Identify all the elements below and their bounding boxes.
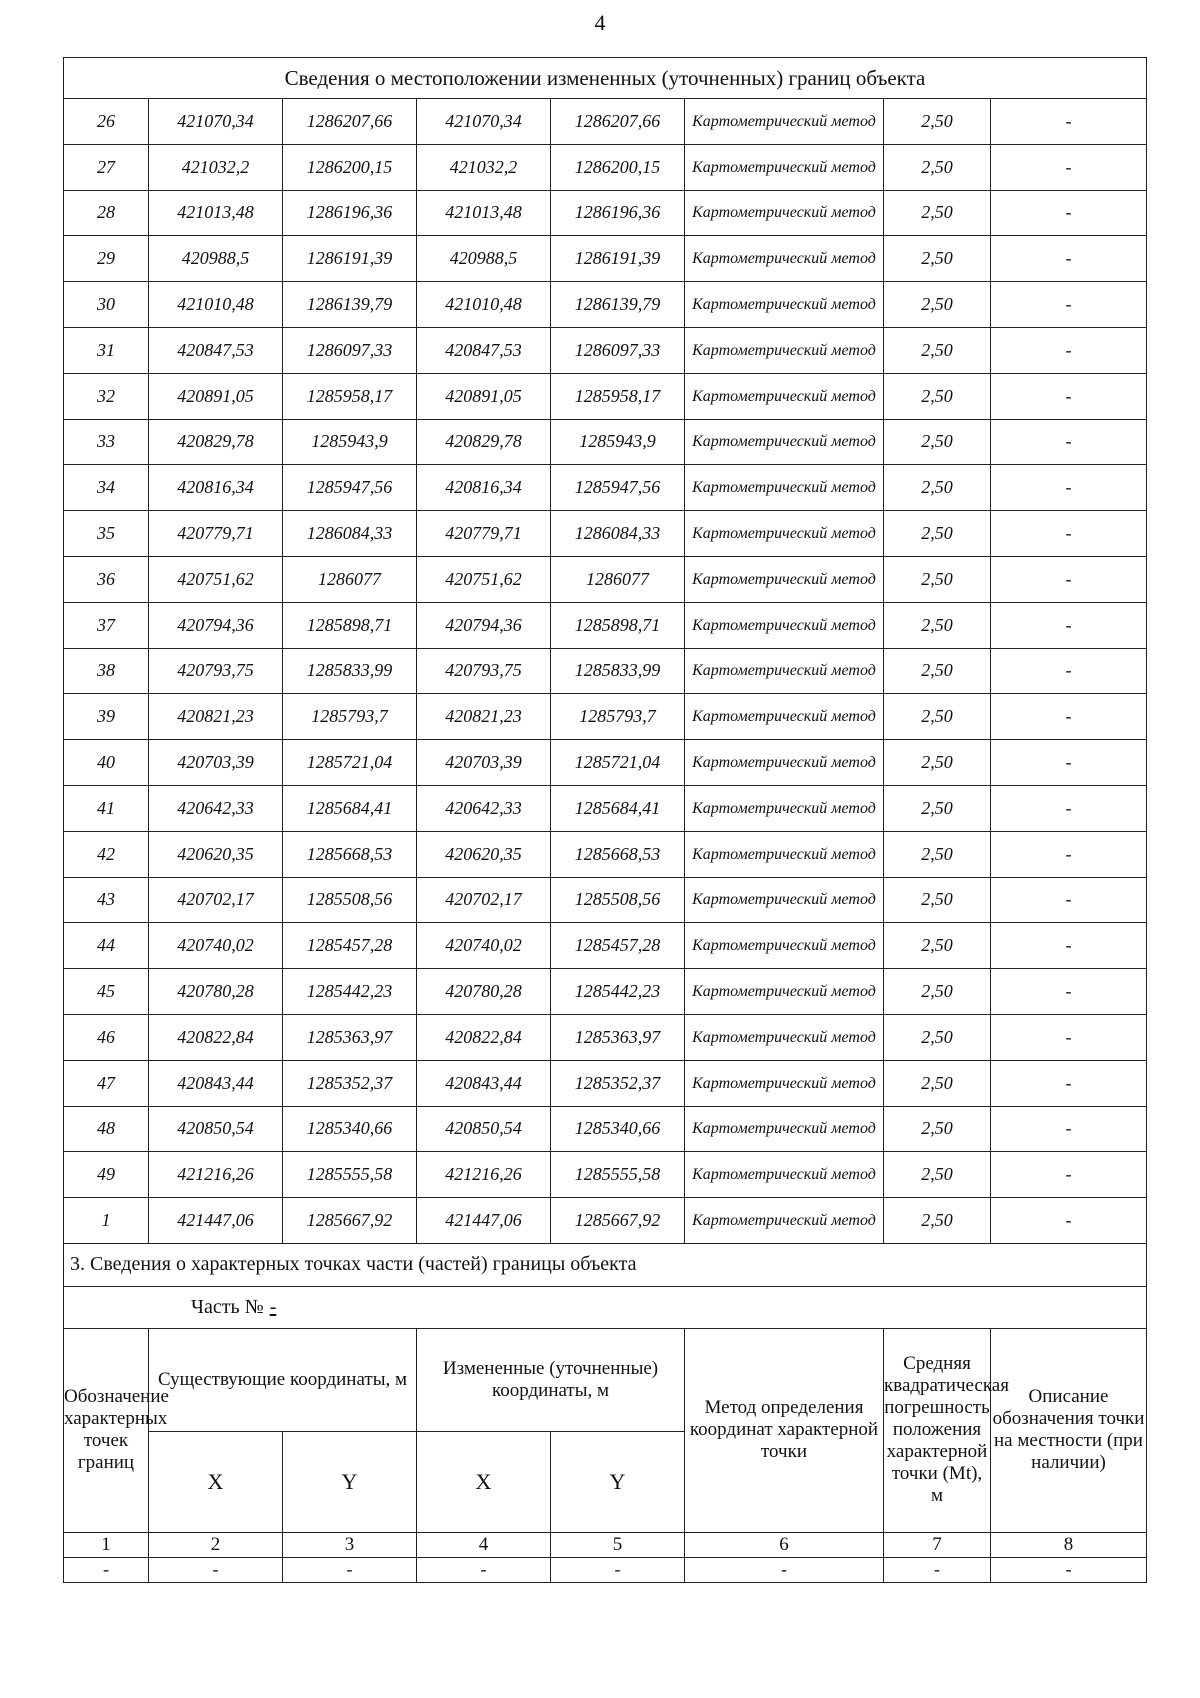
method-cell: Картометрический метод bbox=[685, 1152, 884, 1198]
existing-y: 1285667,92 bbox=[283, 1198, 417, 1244]
part-value: - bbox=[269, 1295, 277, 1318]
method-cell: Картометрический метод bbox=[685, 785, 884, 831]
point-number: 41 bbox=[64, 785, 149, 831]
existing-x: 420816,34 bbox=[149, 465, 283, 511]
accuracy-cell: 2,50 bbox=[884, 831, 991, 877]
table-row bbox=[64, 785, 1147, 831]
table-row bbox=[64, 419, 1147, 465]
changed-x: 420740,02 bbox=[417, 923, 551, 969]
accuracy-cell: 2,50 bbox=[884, 419, 991, 465]
column-number: 6 bbox=[685, 1532, 884, 1557]
changed-y: 1285684,41 bbox=[551, 785, 685, 831]
existing-x: 420740,02 bbox=[149, 923, 283, 969]
changed-y: 1286196,36 bbox=[551, 190, 685, 236]
description-cell: - bbox=[991, 785, 1147, 831]
existing-x: 420821,23 bbox=[149, 694, 283, 740]
existing-y: 1285958,17 bbox=[283, 373, 417, 419]
changed-y: 1285898,71 bbox=[551, 602, 685, 648]
method-cell: Картометрический метод bbox=[685, 373, 884, 419]
description-cell: - bbox=[991, 831, 1147, 877]
empty-cell: - bbox=[884, 1557, 991, 1582]
empty-cell: - bbox=[417, 1557, 551, 1582]
method-cell: Картометрический метод bbox=[685, 282, 884, 328]
existing-y: 1285668,53 bbox=[283, 831, 417, 877]
changed-x: 420847,53 bbox=[417, 327, 551, 373]
existing-y: 1285442,23 bbox=[283, 969, 417, 1015]
changed-x: 420702,17 bbox=[417, 877, 551, 923]
part-cell bbox=[64, 1286, 1147, 1328]
existing-y: 1286097,33 bbox=[283, 327, 417, 373]
table-row bbox=[64, 1198, 1147, 1244]
point-number: 46 bbox=[64, 1014, 149, 1060]
method-cell: Картометрический метод bbox=[685, 99, 884, 145]
method-cell: Картометрический метод bbox=[685, 144, 884, 190]
existing-x: 420620,35 bbox=[149, 831, 283, 877]
method-cell: Картометрический метод bbox=[685, 465, 884, 511]
existing-y: 1285352,37 bbox=[283, 1060, 417, 1106]
existing-x: 420829,78 bbox=[149, 419, 283, 465]
existing-y: 1285721,04 bbox=[283, 740, 417, 786]
description-cell: - bbox=[991, 1152, 1147, 1198]
description-cell: - bbox=[991, 969, 1147, 1015]
table-row bbox=[64, 1152, 1147, 1198]
header-changed-y: Y bbox=[551, 1431, 685, 1532]
changed-y: 1285340,66 bbox=[551, 1106, 685, 1152]
changed-x: 420891,05 bbox=[417, 373, 551, 419]
section3-title: 3. Сведения о характерных точках части (частей) границы объекта bbox=[64, 1243, 1147, 1286]
accuracy-cell: 2,50 bbox=[884, 465, 991, 511]
existing-y: 1286077 bbox=[283, 556, 417, 602]
method-cell: Картометрический метод bbox=[685, 1060, 884, 1106]
description-cell: - bbox=[991, 373, 1147, 419]
changed-y: 1286207,66 bbox=[551, 99, 685, 145]
method-cell: Картометрический метод bbox=[685, 877, 884, 923]
column-number: 1 bbox=[64, 1532, 149, 1557]
existing-x: 420751,62 bbox=[149, 556, 283, 602]
point-number: 26 bbox=[64, 99, 149, 145]
accuracy-cell: 2,50 bbox=[884, 1152, 991, 1198]
point-number: 37 bbox=[64, 602, 149, 648]
description-cell: - bbox=[991, 877, 1147, 923]
description-cell: - bbox=[991, 465, 1147, 511]
point-number: 30 bbox=[64, 282, 149, 328]
changed-x: 420829,78 bbox=[417, 419, 551, 465]
empty-cell: - bbox=[551, 1557, 685, 1582]
method-cell: Картометрический метод bbox=[685, 1014, 884, 1060]
method-cell: Картометрический метод bbox=[685, 694, 884, 740]
changed-y: 1286200,15 bbox=[551, 144, 685, 190]
point-number: 35 bbox=[64, 511, 149, 557]
accuracy-cell: 2,50 bbox=[884, 511, 991, 557]
changed-y: 1285721,04 bbox=[551, 740, 685, 786]
existing-y: 1285898,71 bbox=[283, 602, 417, 648]
column-number: 3 bbox=[283, 1532, 417, 1557]
table-title: Сведения о местоположении измененных (уточненных) границ объекта bbox=[64, 58, 1147, 99]
table-row bbox=[64, 1106, 1147, 1152]
changed-x: 420793,75 bbox=[417, 648, 551, 694]
description-cell: - bbox=[991, 190, 1147, 236]
method-cell: Картометрический метод bbox=[685, 602, 884, 648]
point-number: 42 bbox=[64, 831, 149, 877]
accuracy-cell: 2,50 bbox=[884, 602, 991, 648]
accuracy-cell: 2,50 bbox=[884, 1014, 991, 1060]
accuracy-cell: 2,50 bbox=[884, 694, 991, 740]
changed-y: 1285958,17 bbox=[551, 373, 685, 419]
description-cell: - bbox=[991, 1014, 1147, 1060]
changed-y: 1286097,33 bbox=[551, 327, 685, 373]
changed-x: 420988,5 bbox=[417, 236, 551, 282]
accuracy-cell: 2,50 bbox=[884, 785, 991, 831]
existing-y: 1285793,7 bbox=[283, 694, 417, 740]
header-changed: Измененные (уточненные) координаты, м bbox=[417, 1328, 685, 1431]
existing-y: 1285508,56 bbox=[283, 877, 417, 923]
accuracy-cell: 2,50 bbox=[884, 923, 991, 969]
accuracy-cell: 2,50 bbox=[884, 190, 991, 236]
changed-y: 1285793,7 bbox=[551, 694, 685, 740]
existing-y: 1285363,97 bbox=[283, 1014, 417, 1060]
changed-y: 1285352,37 bbox=[551, 1060, 685, 1106]
changed-x: 420843,44 bbox=[417, 1060, 551, 1106]
changed-x: 421032,2 bbox=[417, 144, 551, 190]
header-designation: Обозначение характерных точек границ bbox=[64, 1328, 149, 1532]
header-changed-x: X bbox=[417, 1431, 551, 1532]
point-number: 43 bbox=[64, 877, 149, 923]
accuracy-cell: 2,50 bbox=[884, 327, 991, 373]
changed-x: 420816,34 bbox=[417, 465, 551, 511]
point-number: 32 bbox=[64, 373, 149, 419]
changed-x: 420642,33 bbox=[417, 785, 551, 831]
section3-title-row bbox=[64, 1243, 1147, 1286]
description-cell: - bbox=[991, 556, 1147, 602]
existing-x: 420822,84 bbox=[149, 1014, 283, 1060]
table-title-row bbox=[64, 58, 1147, 99]
existing-x: 421216,26 bbox=[149, 1152, 283, 1198]
method-cell: Картометрический метод bbox=[685, 190, 884, 236]
method-cell: Картометрический метод bbox=[685, 1106, 884, 1152]
changed-y: 1285508,56 bbox=[551, 877, 685, 923]
header-method: Метод определения координат характерной точки bbox=[685, 1328, 884, 1532]
existing-x: 421010,48 bbox=[149, 282, 283, 328]
description-cell: - bbox=[991, 282, 1147, 328]
table-row bbox=[64, 327, 1147, 373]
header-existing-x: X bbox=[149, 1431, 283, 1532]
column-number: 2 bbox=[149, 1532, 283, 1557]
existing-x: 420793,75 bbox=[149, 648, 283, 694]
existing-x: 420794,36 bbox=[149, 602, 283, 648]
changed-y: 1285668,53 bbox=[551, 831, 685, 877]
existing-y: 1285555,58 bbox=[283, 1152, 417, 1198]
empty-cell: - bbox=[685, 1557, 884, 1582]
existing-y: 1286200,15 bbox=[283, 144, 417, 190]
existing-y: 1286191,39 bbox=[283, 236, 417, 282]
table-row bbox=[64, 923, 1147, 969]
description-cell: - bbox=[991, 327, 1147, 373]
point-number: 29 bbox=[64, 236, 149, 282]
changed-y: 1286084,33 bbox=[551, 511, 685, 557]
method-cell: Картометрический метод bbox=[685, 923, 884, 969]
accuracy-cell: 2,50 bbox=[884, 648, 991, 694]
existing-y: 1285457,28 bbox=[283, 923, 417, 969]
changed-y: 1285667,92 bbox=[551, 1198, 685, 1244]
existing-y: 1286207,66 bbox=[283, 99, 417, 145]
accuracy-cell: 2,50 bbox=[884, 282, 991, 328]
existing-y: 1285833,99 bbox=[283, 648, 417, 694]
point-number: 33 bbox=[64, 419, 149, 465]
existing-x: 420702,17 bbox=[149, 877, 283, 923]
table-row bbox=[64, 1014, 1147, 1060]
existing-x: 420988,5 bbox=[149, 236, 283, 282]
point-number: 27 bbox=[64, 144, 149, 190]
changed-y: 1286139,79 bbox=[551, 282, 685, 328]
empty-cell: - bbox=[283, 1557, 417, 1582]
existing-x: 421013,48 bbox=[149, 190, 283, 236]
description-cell: - bbox=[991, 1060, 1147, 1106]
changed-x: 420821,23 bbox=[417, 694, 551, 740]
changed-y: 1285555,58 bbox=[551, 1152, 685, 1198]
existing-x: 421032,2 bbox=[149, 144, 283, 190]
existing-x: 420847,53 bbox=[149, 327, 283, 373]
description-cell: - bbox=[991, 1106, 1147, 1152]
changed-y: 1285947,56 bbox=[551, 465, 685, 511]
column-number: 5 bbox=[551, 1532, 685, 1557]
table-row bbox=[64, 740, 1147, 786]
table-row bbox=[64, 1060, 1147, 1106]
existing-x: 421447,06 bbox=[149, 1198, 283, 1244]
existing-x: 420891,05 bbox=[149, 373, 283, 419]
point-number: 36 bbox=[64, 556, 149, 602]
method-cell: Картометрический метод bbox=[685, 648, 884, 694]
changed-x: 420780,28 bbox=[417, 969, 551, 1015]
accuracy-cell: 2,50 bbox=[884, 1198, 991, 1244]
existing-x: 421070,34 bbox=[149, 99, 283, 145]
header-existing: Существующие координаты, м bbox=[149, 1328, 417, 1431]
point-number: 45 bbox=[64, 969, 149, 1015]
description-cell: - bbox=[991, 419, 1147, 465]
changed-x: 420850,54 bbox=[417, 1106, 551, 1152]
point-number: 31 bbox=[64, 327, 149, 373]
method-cell: Картометрический метод bbox=[685, 831, 884, 877]
changed-x: 421447,06 bbox=[417, 1198, 551, 1244]
changed-x: 420620,35 bbox=[417, 831, 551, 877]
existing-x: 420779,71 bbox=[149, 511, 283, 557]
method-cell: Картометрический метод bbox=[685, 969, 884, 1015]
accuracy-cell: 2,50 bbox=[884, 99, 991, 145]
point-number: 49 bbox=[64, 1152, 149, 1198]
description-cell: - bbox=[991, 694, 1147, 740]
table-row bbox=[64, 556, 1147, 602]
header-accuracy: Средняя квадратическая погрешность положения характерной точки (Mt), м bbox=[884, 1328, 991, 1532]
description-cell: - bbox=[991, 236, 1147, 282]
method-cell: Картометрический метод bbox=[685, 556, 884, 602]
part-row bbox=[64, 1286, 1147, 1328]
changed-x: 420822,84 bbox=[417, 1014, 551, 1060]
point-number: 44 bbox=[64, 923, 149, 969]
existing-y: 1285340,66 bbox=[283, 1106, 417, 1152]
changed-y: 1285363,97 bbox=[551, 1014, 685, 1060]
method-cell: Картометрический метод bbox=[685, 236, 884, 282]
changed-y: 1285943,9 bbox=[551, 419, 685, 465]
table-row bbox=[64, 282, 1147, 328]
table-row bbox=[64, 602, 1147, 648]
changed-x: 420751,62 bbox=[417, 556, 551, 602]
empty-cell: - bbox=[64, 1557, 149, 1582]
header-description: Описание обозначения точки на местности (при наличии) bbox=[991, 1328, 1147, 1532]
existing-x: 420850,54 bbox=[149, 1106, 283, 1152]
empty-row bbox=[64, 1557, 1147, 1582]
existing-y: 1286139,79 bbox=[283, 282, 417, 328]
description-cell: - bbox=[991, 602, 1147, 648]
boundary-table bbox=[63, 57, 1147, 1583]
method-cell: Картометрический метод bbox=[685, 511, 884, 557]
table-row bbox=[64, 190, 1147, 236]
accuracy-cell: 2,50 bbox=[884, 1060, 991, 1106]
existing-y: 1285684,41 bbox=[283, 785, 417, 831]
changed-x: 420703,39 bbox=[417, 740, 551, 786]
accuracy-cell: 2,50 bbox=[884, 373, 991, 419]
existing-y: 1285943,9 bbox=[283, 419, 417, 465]
empty-cell: - bbox=[149, 1557, 283, 1582]
accuracy-cell: 2,50 bbox=[884, 969, 991, 1015]
header-existing-y: Y bbox=[283, 1431, 417, 1532]
point-number: 47 bbox=[64, 1060, 149, 1106]
description-cell: - bbox=[991, 1198, 1147, 1244]
column-number: 8 bbox=[991, 1532, 1147, 1557]
column-number: 4 bbox=[417, 1532, 551, 1557]
method-cell: Картометрический метод bbox=[685, 419, 884, 465]
description-cell: - bbox=[991, 511, 1147, 557]
description-cell: - bbox=[991, 99, 1147, 145]
description-cell: - bbox=[991, 740, 1147, 786]
accuracy-cell: 2,50 bbox=[884, 740, 991, 786]
changed-x: 420794,36 bbox=[417, 602, 551, 648]
changed-y: 1285833,99 bbox=[551, 648, 685, 694]
point-number: 34 bbox=[64, 465, 149, 511]
description-cell: - bbox=[991, 648, 1147, 694]
column-number: 7 bbox=[884, 1532, 991, 1557]
table-row bbox=[64, 877, 1147, 923]
header-row-1 bbox=[64, 1328, 1147, 1431]
point-number: 28 bbox=[64, 190, 149, 236]
table-row bbox=[64, 99, 1147, 145]
changed-x: 421070,34 bbox=[417, 99, 551, 145]
point-number: 48 bbox=[64, 1106, 149, 1152]
existing-y: 1286084,33 bbox=[283, 511, 417, 557]
accuracy-cell: 2,50 bbox=[884, 144, 991, 190]
existing-x: 420780,28 bbox=[149, 969, 283, 1015]
changed-x: 420779,71 bbox=[417, 511, 551, 557]
table-row bbox=[64, 465, 1147, 511]
accuracy-cell: 2,50 bbox=[884, 1106, 991, 1152]
changed-y: 1285442,23 bbox=[551, 969, 685, 1015]
empty-cell: - bbox=[991, 1557, 1147, 1582]
existing-x: 420642,33 bbox=[149, 785, 283, 831]
existing-y: 1285947,56 bbox=[283, 465, 417, 511]
method-cell: Картометрический метод bbox=[685, 327, 884, 373]
table-row bbox=[64, 144, 1147, 190]
column-numbers-row bbox=[64, 1532, 1147, 1557]
point-number: 40 bbox=[64, 740, 149, 786]
changed-y: 1286191,39 bbox=[551, 236, 685, 282]
table-row bbox=[64, 831, 1147, 877]
accuracy-cell: 2,50 bbox=[884, 877, 991, 923]
existing-y: 1286196,36 bbox=[283, 190, 417, 236]
changed-x: 421013,48 bbox=[417, 190, 551, 236]
table-row bbox=[64, 236, 1147, 282]
changed-x: 421216,26 bbox=[417, 1152, 551, 1198]
changed-y: 1286077 bbox=[551, 556, 685, 602]
page-number: 4 bbox=[594, 10, 606, 35]
existing-x: 420843,44 bbox=[149, 1060, 283, 1106]
method-cell: Картометрический метод bbox=[685, 1198, 884, 1244]
accuracy-cell: 2,50 bbox=[884, 556, 991, 602]
part-label: Часть № bbox=[191, 1295, 264, 1318]
table-row bbox=[64, 969, 1147, 1015]
table-row bbox=[64, 373, 1147, 419]
table-row bbox=[64, 694, 1147, 740]
description-cell: - bbox=[991, 144, 1147, 190]
existing-x: 420703,39 bbox=[149, 740, 283, 786]
accuracy-cell: 2,50 bbox=[884, 236, 991, 282]
point-number: 38 bbox=[64, 648, 149, 694]
table-row bbox=[64, 648, 1147, 694]
point-number: 1 bbox=[64, 1198, 149, 1244]
table-row bbox=[64, 511, 1147, 557]
point-number: 39 bbox=[64, 694, 149, 740]
method-cell: Картометрический метод bbox=[685, 740, 884, 786]
description-cell: - bbox=[991, 923, 1147, 969]
changed-y: 1285457,28 bbox=[551, 923, 685, 969]
changed-x: 421010,48 bbox=[417, 282, 551, 328]
